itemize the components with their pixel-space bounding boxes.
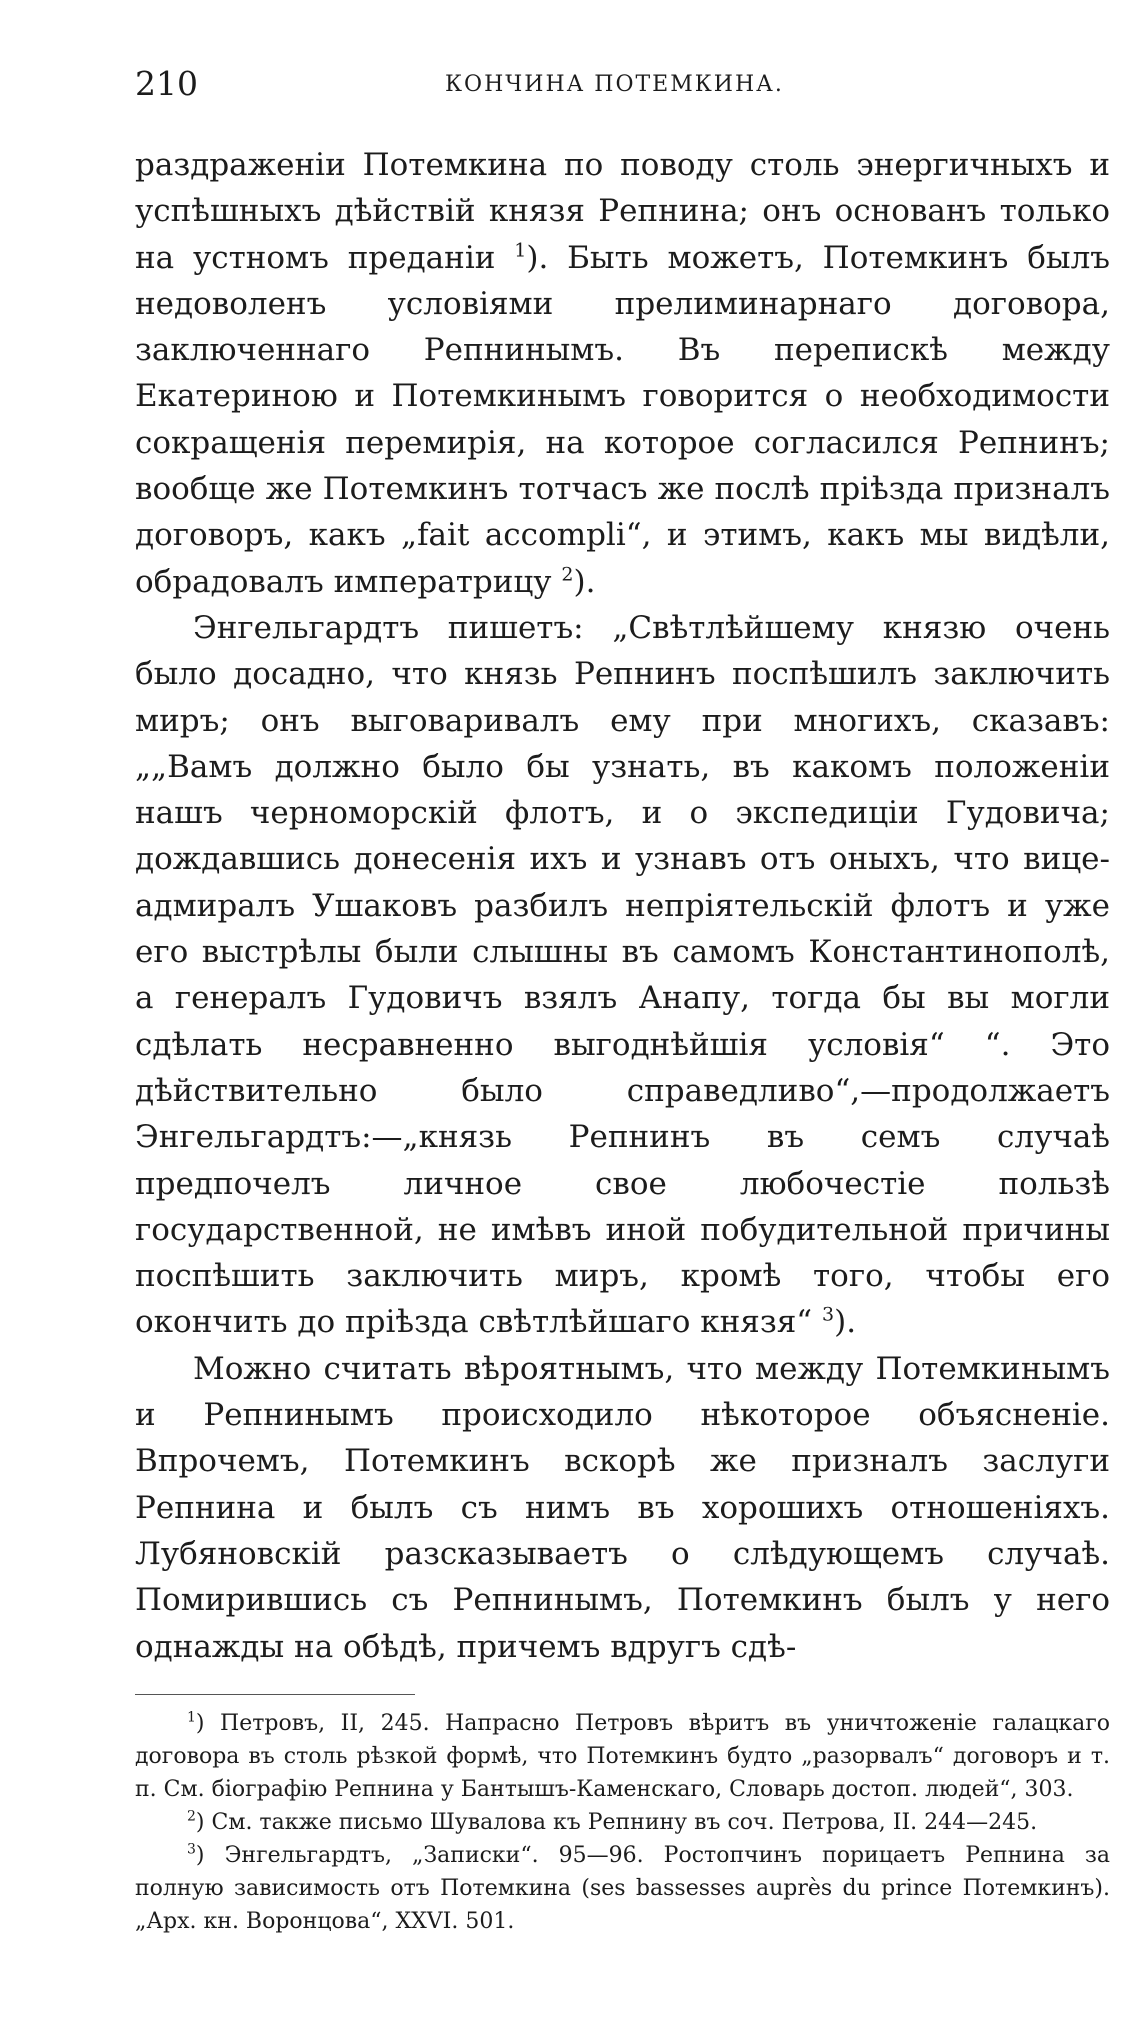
paragraph: Энгельгардтъ пишетъ: „Свѣтлѣйшему князю очень было досадно, что князь Репнинъ поспѣшилъ заключить миръ; онъ выговаривалъ ему при многихъ, сказавъ: „„Вамъ должно было бы узнать, въ какомъ положеніи нашъ черноморскій флотъ, и о экспедиціи Гудовича; дождавшись донесенія ихъ и узнавъ отъ оныхъ, что вице-адмиралъ Ушаковъ разбилъ непріятельскій флотъ и уже его выстрѣлы были слышны въ самомъ Константинополѣ, а генералъ Гудовичъ взялъ Анапу, тогда бы вы могли сдѣлать несравненно выгоднѣйшія условія“ “. Это дѣйствительно было справедливо“,—продолжаетъ Энгельгардтъ:—„князь Репнинъ въ семъ случаѣ предпочелъ личное свое любочестіе пользѣ государственной, не имѣвъ иной побудительной причины поспѣшить заключить миръ, кромѣ того, чтобы его окончить до пріѣзда свѣтлѣйшаго князя“ $^3$). [135, 609, 1110, 1341]
footnote-divider [135, 1694, 415, 1695]
paragraph: Можно считать вѣроятнымъ, что между Потемкинымъ и Репнинымъ происходило нѣкоторое объясненіе. Впрочемъ, Потемкинъ вскорѣ же призналъ заслуги Репнина и былъ съ нимъ въ хорошихъ отношеніяхъ. Лубяновскій разсказываетъ о слѣдующемъ случаѣ. Помирившись съ Репнинымъ, Потемкинъ былъ у него однажды на обѣдѣ, причемъ вдругъ сдѣ- [135, 1350, 1110, 1665]
footnote-reference: 3 [822, 1304, 835, 1327]
footnote-marker: 2 [187, 1808, 196, 1825]
book-page [135, 64, 1110, 1938]
footnote: $^2$) См. также письмо Шувалова къ Репнину въ соч. Петрова, II. 244—245. [187, 1808, 1038, 1835]
footnote-reference: 2 [561, 563, 574, 586]
page-number: 210 [135, 64, 198, 103]
footnote-marker: 1 [187, 1709, 196, 1726]
running-title: КОНЧИНА ПОТЕМКИНА. [445, 72, 784, 97]
footnote: $^3$) Энгельгардтъ, „Записки“. 95—96. Ростопчинъ порицаетъ Репнина за полную зависимость отъ Потемкина (ses bassesses auprès du prince Потемкинъ). „Арх. кн. Воронцова“, XXVI. 501. [135, 1841, 1110, 1934]
main-text [135, 142, 1110, 1670]
footnote-marker: 3 [187, 1841, 196, 1858]
page-header [135, 64, 1110, 104]
footnote-reference: 1 [514, 239, 527, 262]
footnotes [135, 1707, 1110, 1938]
footnote: $^1$) Петровъ, II, 245. Напрасно Петровъ вѣритъ въ уничтоженіе галацкаго договора въ столь рѣзкой формѣ, что Потемкинъ будто „разорвалъ“ договоръ и т. п. См. біографію Репнина у Бантышъ-Каменскаго, Словарь достоп. людей“, 303. [135, 1709, 1110, 1802]
paragraph: раздраженіи Потемкина по поводу столь энергичныхъ и успѣшныхъ дѣйствій князя Репнина; онъ основанъ только на устномъ преданіи $^1$). Быть можетъ, Потемкинъ былъ недоволенъ условіями прелиминарнаго договора, заключеннаго Репнинымъ. Въ перепискѣ между Екатериною и Потемкинымъ говорится о необходимости сокращенія перемирія, на которое согласился Репнинъ; вообще же Потемкинъ тотчасъ же послѣ пріѣзда призналъ договоръ, какъ „fait accompli“, и этимъ, какъ мы видѣли, обрадовалъ императрицу $^2$). [135, 147, 1110, 600]
